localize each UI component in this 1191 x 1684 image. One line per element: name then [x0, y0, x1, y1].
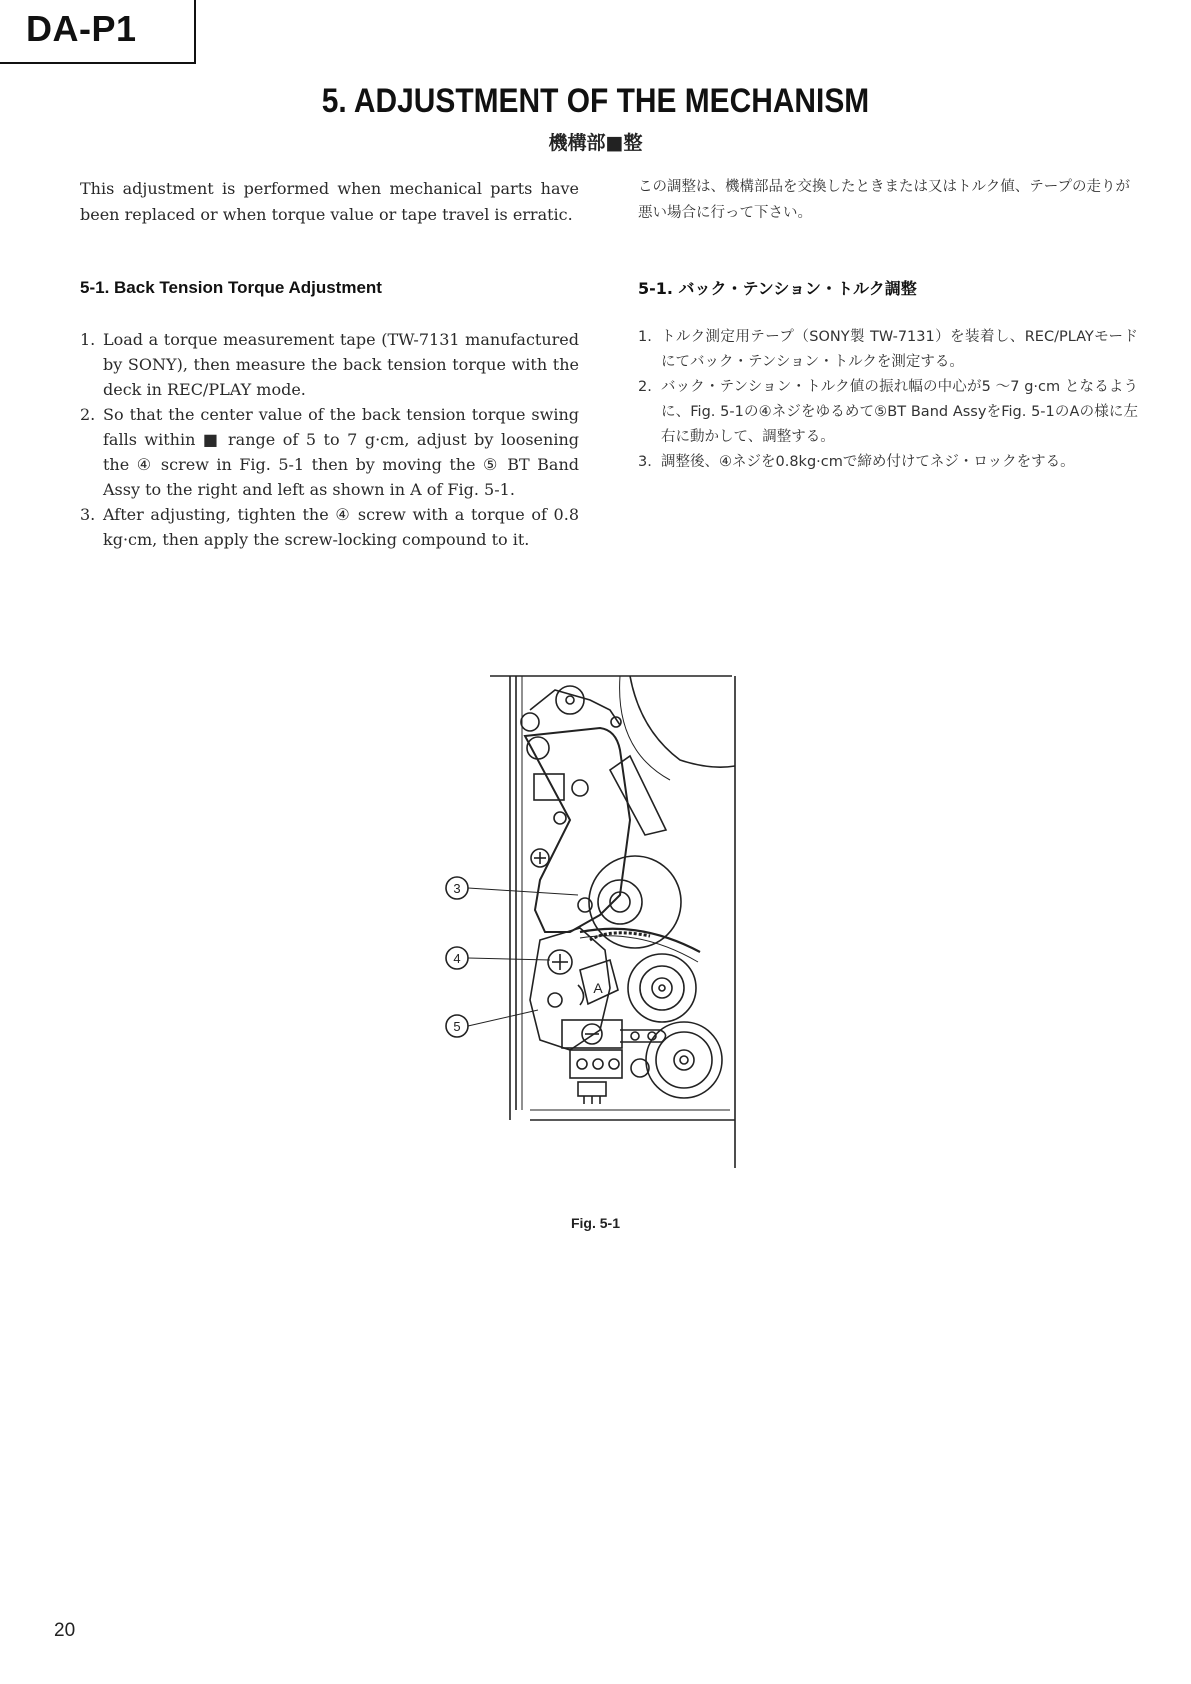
- intro-jp-block: [638, 174, 1138, 226]
- page-title: 5. ADJUSTMENT OF THE MECHANISM: [321, 82, 870, 120]
- step-number: 1.: [638, 329, 652, 345]
- motor-pulley-hub: [659, 985, 665, 991]
- top-gear-hub: [566, 696, 574, 704]
- step-text: トルク測定用テープ（SONY製 TW-7131）を装着し、REC/PLAYモードにてバック・テンション・トルクを測定する。: [661, 329, 1138, 370]
- intro-en: This adjustment is performed when mechanical parts have been replaced or when torque value or tape travel is erratic.: [80, 179, 579, 224]
- step-en-1: [80, 327, 579, 402]
- reel-housing-arc: [630, 676, 735, 767]
- lower-wheel-hub: [674, 1050, 694, 1070]
- intro-jp: この調整は、機構部品を交換したときまたは又はトルク値、テープの走りが悪い場合に行って下さい。: [638, 179, 1130, 221]
- step-text: 調整後、④ネジを0.8kg·cmで締め付けてネジ・ロックをする。: [661, 454, 1075, 470]
- top-gear: [556, 686, 584, 714]
- section-heading-en-block: [80, 278, 579, 298]
- bottom-link-hole-1: [631, 1032, 639, 1040]
- screw-3: [578, 898, 592, 912]
- arm-slot: [610, 756, 666, 835]
- step-text: バック・テンション・トルク値の振れ幅の中心が5 〜7 g·cm となるように、Fig. 5-1の④ネジをゆるめて⑤BT Band AssyをFig. 5-1のAの様に左右に動かして、調整する。: [661, 379, 1138, 445]
- step-text: Load a torque measurement tape (TW-7131 manufactured by SONY), then measure the back tension torque with the deck in REC/PLAY mode.: [103, 330, 579, 399]
- figure-caption: Fig. 5-1: [570, 1215, 620, 1231]
- intro-en-block: [80, 176, 579, 228]
- callout-leader-5: [468, 1010, 538, 1026]
- step-en-3: [80, 502, 579, 552]
- pinch-roller-pin: [521, 713, 539, 731]
- steps-en: [80, 327, 579, 552]
- top-bracket: [530, 690, 620, 725]
- step-jp-3: [638, 450, 1138, 475]
- terminal-hole-3: [609, 1059, 619, 1069]
- callout-label-3: 3: [453, 881, 461, 896]
- motor-pulley-ring-inner: [652, 978, 672, 998]
- terminal-hole-1: [577, 1059, 587, 1069]
- flywheel-inner: [598, 880, 642, 924]
- section-heading-jp: 5-1. バック・テンション・トルク調整: [638, 279, 917, 298]
- motor-pulley-ring: [640, 966, 684, 1010]
- step-jp-2: [638, 375, 1138, 450]
- reel-housing-arc-inner: [620, 676, 670, 780]
- step-text: So that the center value of the back tension torque swing falls within ■ range of 5 to 7 g·cm, adjust by loosening the ④ screw in Fig. 5-1 then by moving the ⑤ BT Band Assy to the right and left as shown in A of Fig. 5-1.: [103, 405, 579, 499]
- callout-label-5: 5: [453, 1019, 461, 1034]
- step-number: 2.: [80, 405, 96, 424]
- step-number: 3.: [80, 505, 96, 524]
- steps-jp-block: [638, 325, 1138, 475]
- mechanism-figure: [430, 670, 760, 1175]
- band-pin: [548, 993, 562, 1007]
- steps-jp: [638, 325, 1138, 475]
- model-tab: [0, 0, 196, 64]
- adjust-arrow-arc: [578, 985, 584, 1005]
- left-block: [534, 774, 564, 800]
- adjust-letter: A: [593, 980, 603, 996]
- step-number: 2.: [638, 379, 652, 395]
- lower-wheel-center: [680, 1056, 688, 1064]
- left-block-hole: [572, 780, 588, 796]
- step-text: After adjusting, tighten the ④ screw with a torque of 0.8 kg·cm, then apply the screw-locking compound to it.: [103, 505, 579, 549]
- motor-pulley: [628, 954, 696, 1022]
- steps-en-block: [80, 327, 579, 552]
- drive-belt-inner: [580, 936, 698, 962]
- page-title-jp: 機構部■整: [548, 132, 643, 154]
- callout-label-4: 4: [453, 951, 461, 966]
- section-heading-en: 5-1. Back Tension Torque Adjustment: [80, 278, 382, 297]
- step-number: 3.: [638, 454, 652, 470]
- model-label: DA-P1: [26, 8, 137, 49]
- step-jp-1: [638, 325, 1138, 375]
- mechanism-drawing: [430, 670, 760, 1175]
- step-number: 1.: [80, 330, 96, 349]
- lower-wheel: [646, 1022, 722, 1098]
- connector: [578, 1082, 606, 1096]
- callout-leader-3: [468, 888, 578, 895]
- terminal-hole-2: [593, 1059, 603, 1069]
- section-heading-jp-block: [638, 276, 1138, 299]
- small-pin: [554, 812, 566, 824]
- page-number: 20: [54, 1620, 76, 1641]
- step-en-2: [80, 402, 579, 502]
